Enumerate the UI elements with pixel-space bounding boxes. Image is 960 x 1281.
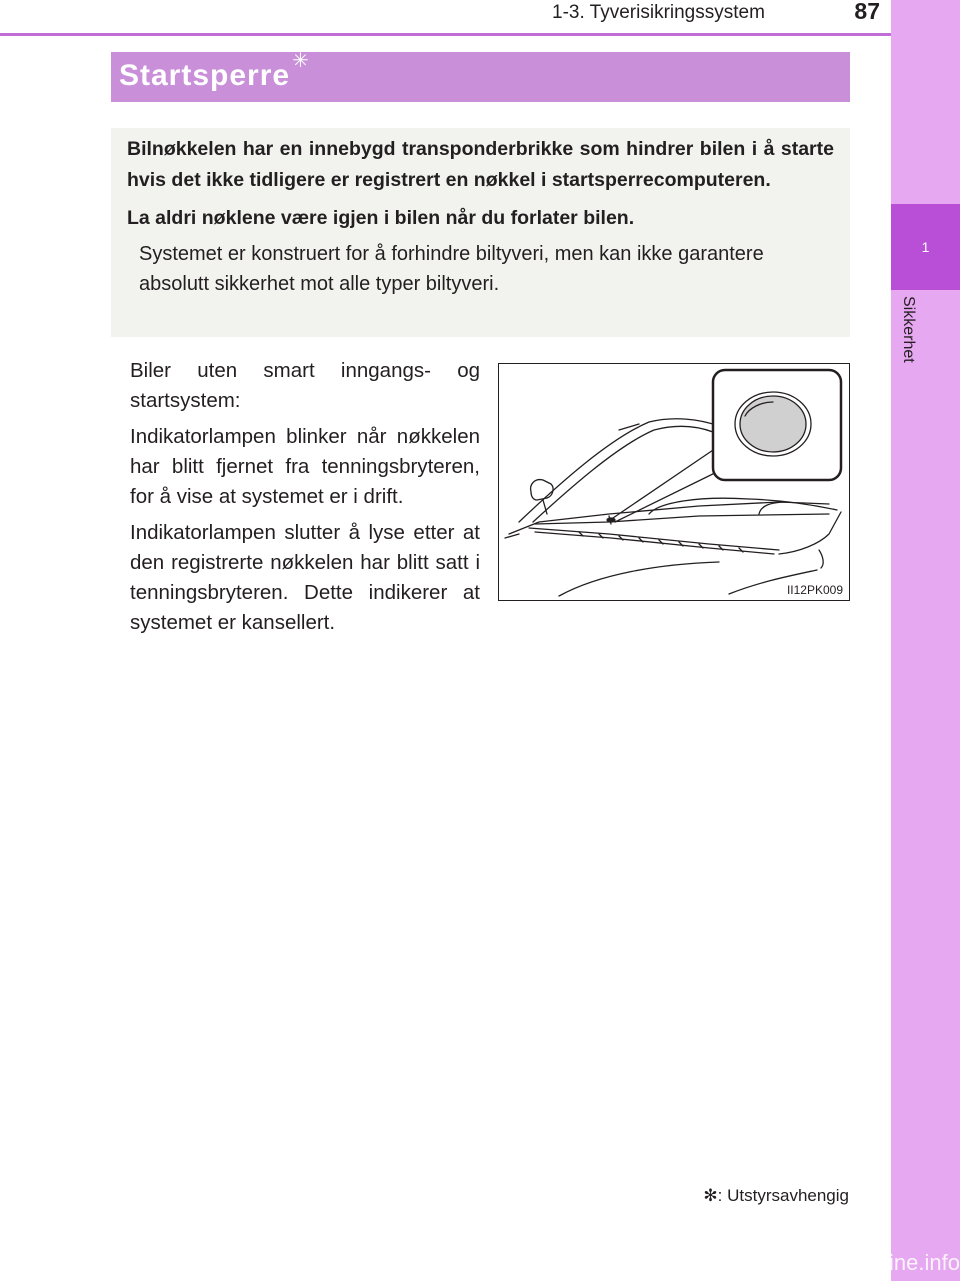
footnote xyxy=(600,1186,849,1206)
info-bold-paragraph-2: La aldri nøklene være igjen i bilen når du forlater bilen. xyxy=(127,207,635,229)
body-paragraph: Indikatorlampen blinker når nøkkelen har blitt fjernet fra tenningsbryteren, for å vise at systemet er i drift. xyxy=(130,425,480,508)
car-interior-drawing xyxy=(499,364,848,599)
info-bold-paragraph-1: Bilnøkkelen har en innebygd transponderbrikke som hindrer bilen i å starte hvis det ikke tidligere er registrert en nøkkel i startsperrecomputeren. xyxy=(127,138,834,191)
watermark: carmanualsonline.info xyxy=(745,1250,960,1275)
section-heading: 1-3. Tyverisikringssystem xyxy=(552,2,765,23)
info-normal-paragraph: Systemet er konstruert for å forhindre biltyveri, men kan ikke garantere absolutt sikkerhet mot alle typer biltyveri. xyxy=(139,243,764,295)
chapter-side-strip xyxy=(891,0,960,1281)
footnote-text: : Utstyrsavhengig xyxy=(717,1186,849,1205)
chapter-number: 1 xyxy=(921,239,930,255)
title-bar xyxy=(111,52,850,102)
page-number: 87 xyxy=(854,0,880,24)
chapter-number-tab[interactable] xyxy=(891,204,960,290)
body-text xyxy=(130,356,480,644)
body-paragraph: Biler uten smart inngangs- og startsystem: xyxy=(130,359,480,412)
illustration-code: II12PK009 xyxy=(786,583,843,597)
chapter-label: Sikkerhet xyxy=(900,296,917,363)
page-title: Startsperre xyxy=(119,59,291,92)
footnote-marker: ✻ xyxy=(703,1186,718,1205)
dashboard-indicator-illustration xyxy=(498,363,850,601)
body-paragraph: Indikatorlampen slutter å lyse etter at den registrerte nøkkelen har blitt satt i tenningsbryteren. Dette indikerer at systemet er kansellert. xyxy=(130,521,480,634)
info-box xyxy=(111,128,850,337)
header-divider xyxy=(0,33,891,36)
optional-equipment-marker: ✳ xyxy=(292,50,309,72)
